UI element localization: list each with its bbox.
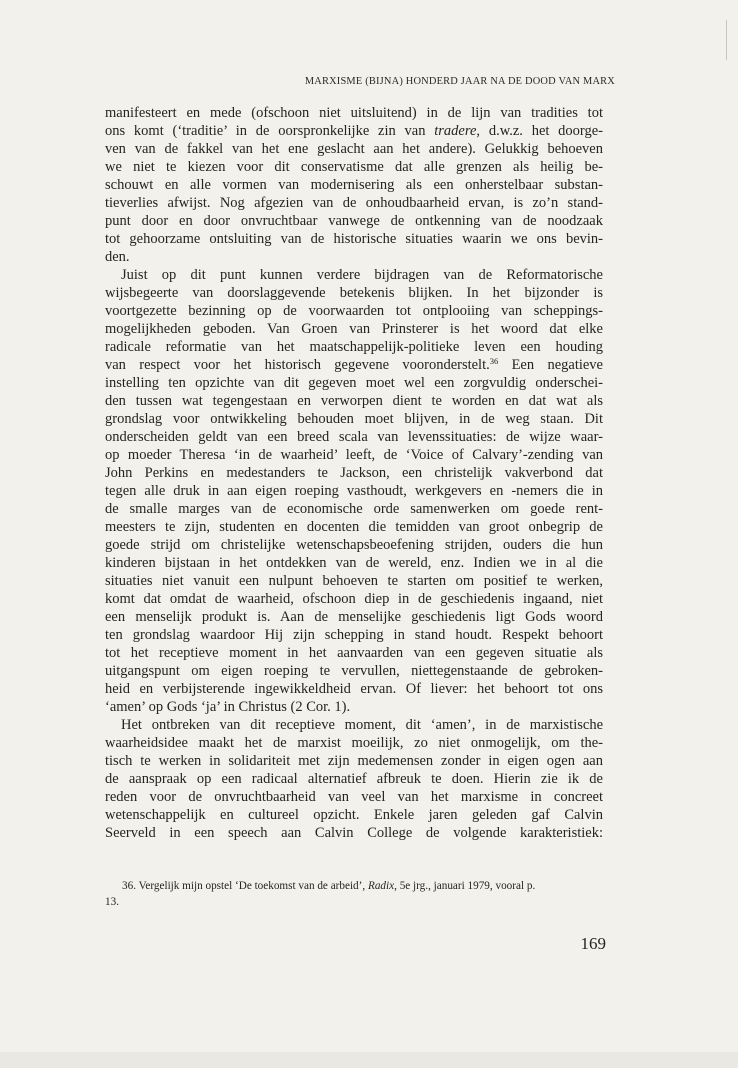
text-line: onderscheiden geldt van een breed scala van levenssituaties: de wijze waar- <box>105 429 603 445</box>
emphasis-tradere: tradere <box>434 123 477 139</box>
text-line: heid en verbijsterende ingewikkeldheid ervan. Of liever: het behoort tot ons <box>105 681 603 697</box>
text-span: , d.w.z. het doorge- <box>476 123 604 139</box>
text-line: goede strijd om christelijke wetenschapsbeoefening strijden, ouders die hun <box>105 537 603 553</box>
text-line: voortgezette bezinning op de voorwaarden tot ontplooiing van scheppings- <box>105 303 603 319</box>
text-line: instelling ten opzichte van dit gegeven moet wel een zorgvuldig onderschei- <box>105 375 603 391</box>
text-line: wetenschappelijk en cultureel opzicht. Enkele jaren geleden gaf Calvin <box>105 807 603 823</box>
body-text <box>105 104 603 842</box>
text-span: ons komt (‘traditie’ in de oorspronkelijke zin van <box>105 123 435 139</box>
text-line: de smalle marges van de economische orde samenwerken om goede rent- <box>105 501 603 517</box>
text-line: we niet te kiezen voor dit conservatisme dat alle grenzen als heilig be- <box>105 159 603 175</box>
footnote-line <box>105 878 605 894</box>
text-line: tot gehoorzame ontsluiting van de historische situaties waarin we ons bevin- <box>105 231 603 247</box>
text-line: mogelijkheden geboden. Van Groen van Prinsterer is het woord dat elke <box>105 321 603 337</box>
running-head: MARXISME (BIJNA) HONDERD JAAR NA DE DOOD VAN MARX <box>304 76 615 87</box>
text-line: uitgangspunt om eigen roeping te vervullen, niettegenstaande de gebroken- <box>105 663 603 679</box>
text-line: een menselijk produkt is. Aan de menselijke geschiedenis ligt Gods woord <box>105 609 603 625</box>
text-line: den. <box>105 249 130 265</box>
text-line: komt dat omdat de waarheid, ofschoon diep in de geschiedenis ingaand, niet <box>105 591 603 607</box>
paragraph-2 <box>105 266 603 716</box>
page-edge-mark <box>726 20 727 60</box>
text-line: op moeder Theresa ‘in de waarheid’ leeft, de ‘Voice of Calvary’-zending van <box>105 447 603 463</box>
text-line: Juist op dit punt kunnen verdere bijdragen van de Reformatorische <box>121 267 603 283</box>
text-line: de aanspraak op een radicaal alternatief afbreuk te doen. Hierin zie ik de <box>105 771 603 787</box>
text-line: den tussen wat tegengestaan en verworpen dient te worden en dat wat als <box>105 393 603 409</box>
text-line: ten grondslag waardoor Hij zijn schepping in stand houdt. Respekt behoort <box>105 627 603 643</box>
text-line: wijsbegeerte van doorslaggevende betekenis blijken. In het bijzonder is <box>105 285 603 301</box>
text-line <box>105 122 603 140</box>
text-line: grondslag voor ontwikkeling behouden moet blijven, in de weg staan. Dit <box>105 411 603 427</box>
paragraph-1 <box>105 104 603 266</box>
text-line: tisch te werken in solidariteit met zijn medemensen zonder in eigen ogen aan <box>105 753 603 769</box>
paragraph-3 <box>105 716 603 842</box>
text-line: schouwt en alle vormen van modernisering als een onherstelbaar substan- <box>105 177 603 193</box>
text-line: kinderen bijstaan in het ontdekken van de wereld, enz. Indien we in al die <box>105 555 603 571</box>
text-line: manifesteert en mede (ofschoon niet uitsluitend) in de lijn van tradities tot <box>105 105 603 121</box>
text-line <box>105 356 603 374</box>
text-line: meesters te zijn, studenten en docenten die temidden van groot onbegrip de <box>105 519 603 535</box>
text-line: John Perkins en medestanders te Jackson, een christelijk vakverbond dat <box>105 465 603 481</box>
footnote-text: , 5e jrg., januari 1979, vooral p. <box>394 880 536 892</box>
text-line: tot het receptieve moment in het aanvaarden van een gegeven situatie als <box>105 645 603 661</box>
text-line: waarheidsidee maakt het de marxist moeilijk, zo niet onmogelijk, om the- <box>105 735 603 751</box>
text-line: situaties niet vanuit een nulpunt behoeven te starten om positief te werken, <box>105 573 603 589</box>
text-line: reden voor de onvruchtbaarheid van veel van het marxisme in concreet <box>105 789 603 805</box>
text-line: ven van de fakkel van het ene geslacht aan het andere). Gelukkig behoeven <box>105 141 603 157</box>
text-line: tegen alle druk in aan eigen roeping vasthoudt, werkgevers en -nemers die in <box>105 483 603 499</box>
text-line: tieverlies afwijst. Nog afgezien van de onhoudbaarheid ervan, is zo’n stand- <box>105 195 603 211</box>
text-line: ‘amen’ op Gods ‘ja’ in Christus (2 Cor. 1). <box>105 699 351 715</box>
footnote-journal-title: Radix <box>367 880 395 892</box>
footnote-number: 36. <box>122 880 136 892</box>
page-number: 169 <box>580 934 606 953</box>
text-line: radicale reformatie van het maatschappelijk-politieke leven een houding <box>105 339 603 355</box>
text-line: Het ontbreken van dit receptieve moment, dit ‘amen’, in de marxistische <box>121 717 603 733</box>
text-span: Een negatieve <box>498 357 603 373</box>
footnote-36 <box>105 878 605 910</box>
text-line: Seerveld in een speech aan Calvin College de volgende karakteristiek: <box>105 825 603 841</box>
text-span: van respect voor het historisch gegevene vooronderstelt. <box>105 357 490 373</box>
text-line: punt door en door onvruchtbaar vanwege de ontkenning van de noodzaak <box>105 213 603 229</box>
footnote-continuation: 13. <box>105 896 119 908</box>
footnote-text: Vergelijk mijn opstel ‘De toekomst van de arbeid’, <box>135 880 368 892</box>
footnote-ref-36: 36 <box>489 356 499 366</box>
scan-bottom-edge <box>0 1052 738 1068</box>
